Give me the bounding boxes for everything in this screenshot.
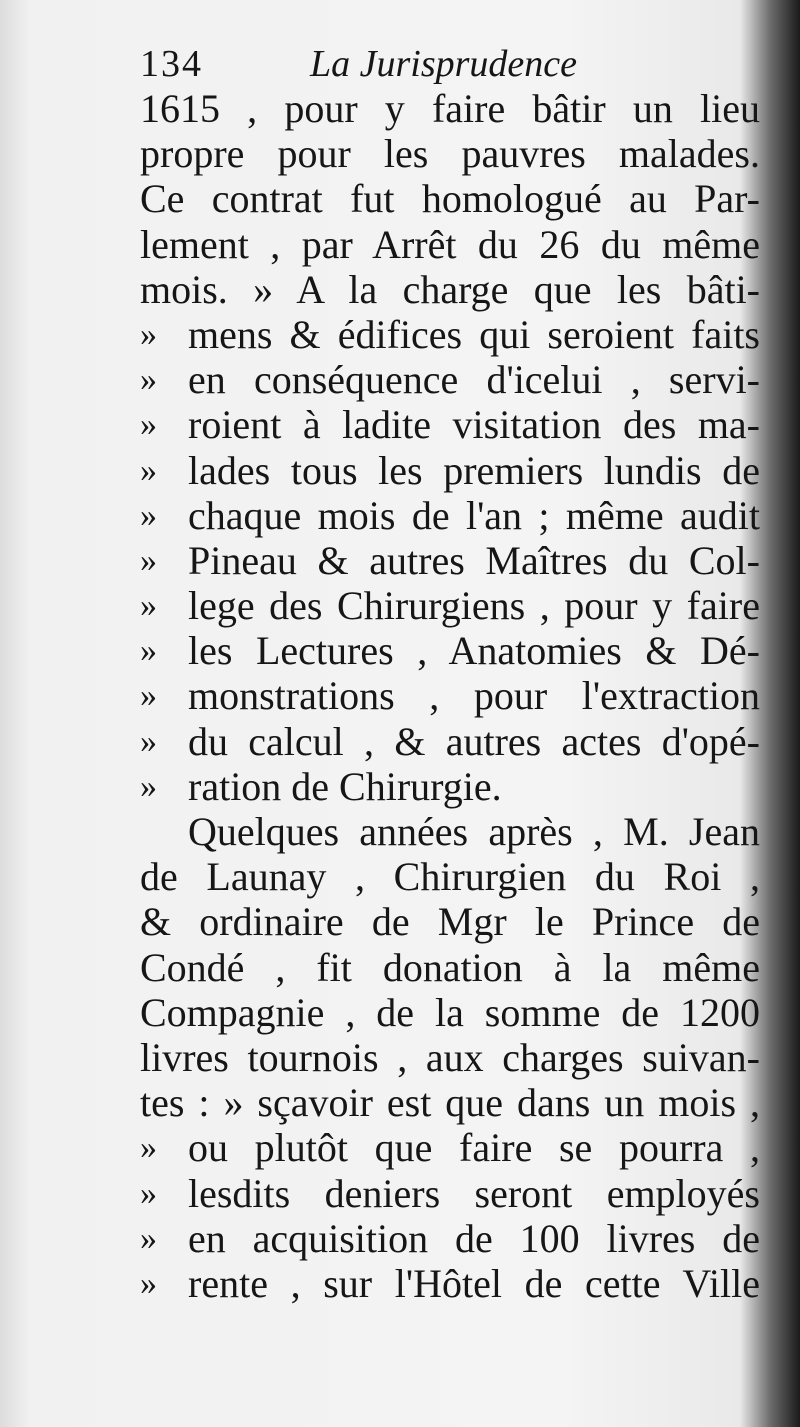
text-line (140, 312, 760, 357)
line-text: lege des Chirurgiens , pour y faire (188, 583, 760, 629)
page-header (140, 38, 610, 90)
line-text: roient à ladite visitation des ma- (188, 402, 760, 448)
text-line (140, 1035, 760, 1080)
page-number: 134 (140, 43, 203, 85)
text-line (140, 1125, 760, 1170)
line-text: tes : » sçavoir est que dans un mois , (140, 1080, 760, 1126)
line-text: Quelques années après , M. Jean (188, 809, 760, 854)
quote-mark: » (140, 632, 157, 670)
quote-mark: » (140, 677, 157, 715)
text-line (140, 448, 760, 493)
line-text: chaque mois de l'an ; même audit (188, 492, 760, 538)
text-line (140, 854, 760, 899)
text-line (140, 673, 760, 718)
text-line (140, 1261, 760, 1306)
text-line (140, 628, 760, 673)
quote-mark: » (140, 587, 157, 625)
text-line (140, 1216, 760, 1261)
text-line (140, 493, 760, 538)
running-title: La Jurisprudence (310, 43, 578, 85)
quote-mark: » (140, 767, 157, 805)
line-text: mois. » A la charge que les bâti- (140, 266, 760, 312)
line-text: les Lectures , Anatomies & Dé- (188, 628, 760, 674)
quote-mark: » (140, 496, 157, 534)
line-text: du calcul , & autres actes d'opé- (188, 718, 760, 764)
line-text: & ordinaire de Mgr le Prince de (140, 899, 760, 945)
line-text: livres tournois , aux charges suivan- (140, 1034, 760, 1080)
line-text: lesdits deniers seront employés (188, 1170, 760, 1216)
text-line (140, 1171, 760, 1216)
text-line (140, 176, 760, 221)
text-line (140, 899, 760, 944)
quote-mark: » (140, 1264, 157, 1302)
quote-mark: » (140, 1219, 157, 1257)
text-line (140, 267, 760, 312)
text-line (140, 719, 760, 764)
quote-mark: » (140, 1129, 157, 1167)
text-line (140, 402, 760, 447)
text-line (140, 990, 760, 1035)
line-text: Compagnie , de la somme de 1200 (140, 989, 760, 1035)
text-line (140, 1080, 760, 1125)
line-text: ou plutôt que faire se pourra , (188, 1125, 760, 1171)
text-line (140, 764, 760, 809)
line-text: lement , par Arrêt du 26 du même (140, 221, 760, 267)
text-line (140, 583, 760, 628)
line-text: en acquisition de 100 livres de (188, 1215, 760, 1261)
text-line (140, 86, 760, 131)
text-line (140, 538, 760, 583)
line-text: monstrations , pour l'extraction (188, 673, 760, 719)
line-text: Ce contrat fut homologué au Par- (140, 176, 760, 222)
line-text: de Launay , Chirurgien du Roi , (140, 854, 760, 900)
line-text: propre pour les pauvres malades. (140, 131, 760, 177)
quote-mark: » (140, 315, 157, 353)
text-line (140, 357, 760, 402)
quote-mark: » (140, 1174, 157, 1212)
line-text: Condé , fit donation à la même (140, 944, 760, 990)
line-text: mens & édifices qui seroient faits (188, 311, 760, 357)
line-text: 1615 , pour y faire bâtir un lieu (140, 86, 760, 131)
line-text: Pineau & autres Maîtres du Col- (188, 537, 760, 583)
text-line (140, 131, 760, 176)
line-text: ration de Chirurgie. (188, 763, 502, 809)
text-line (140, 809, 760, 854)
quote-mark: » (140, 406, 157, 444)
text-line (140, 945, 760, 990)
quote-mark: » (140, 722, 157, 760)
line-text: rente , sur l'Hôtel de cette Ville (188, 1260, 760, 1306)
line-text: en conséquence d'icelui , servi- (188, 357, 760, 403)
body-text (140, 86, 760, 1306)
quote-mark: » (140, 451, 157, 489)
quote-mark: » (140, 541, 157, 579)
quote-mark: » (140, 361, 157, 399)
line-text: lades tous les premiers lundis de (188, 447, 760, 493)
text-line (140, 222, 760, 267)
